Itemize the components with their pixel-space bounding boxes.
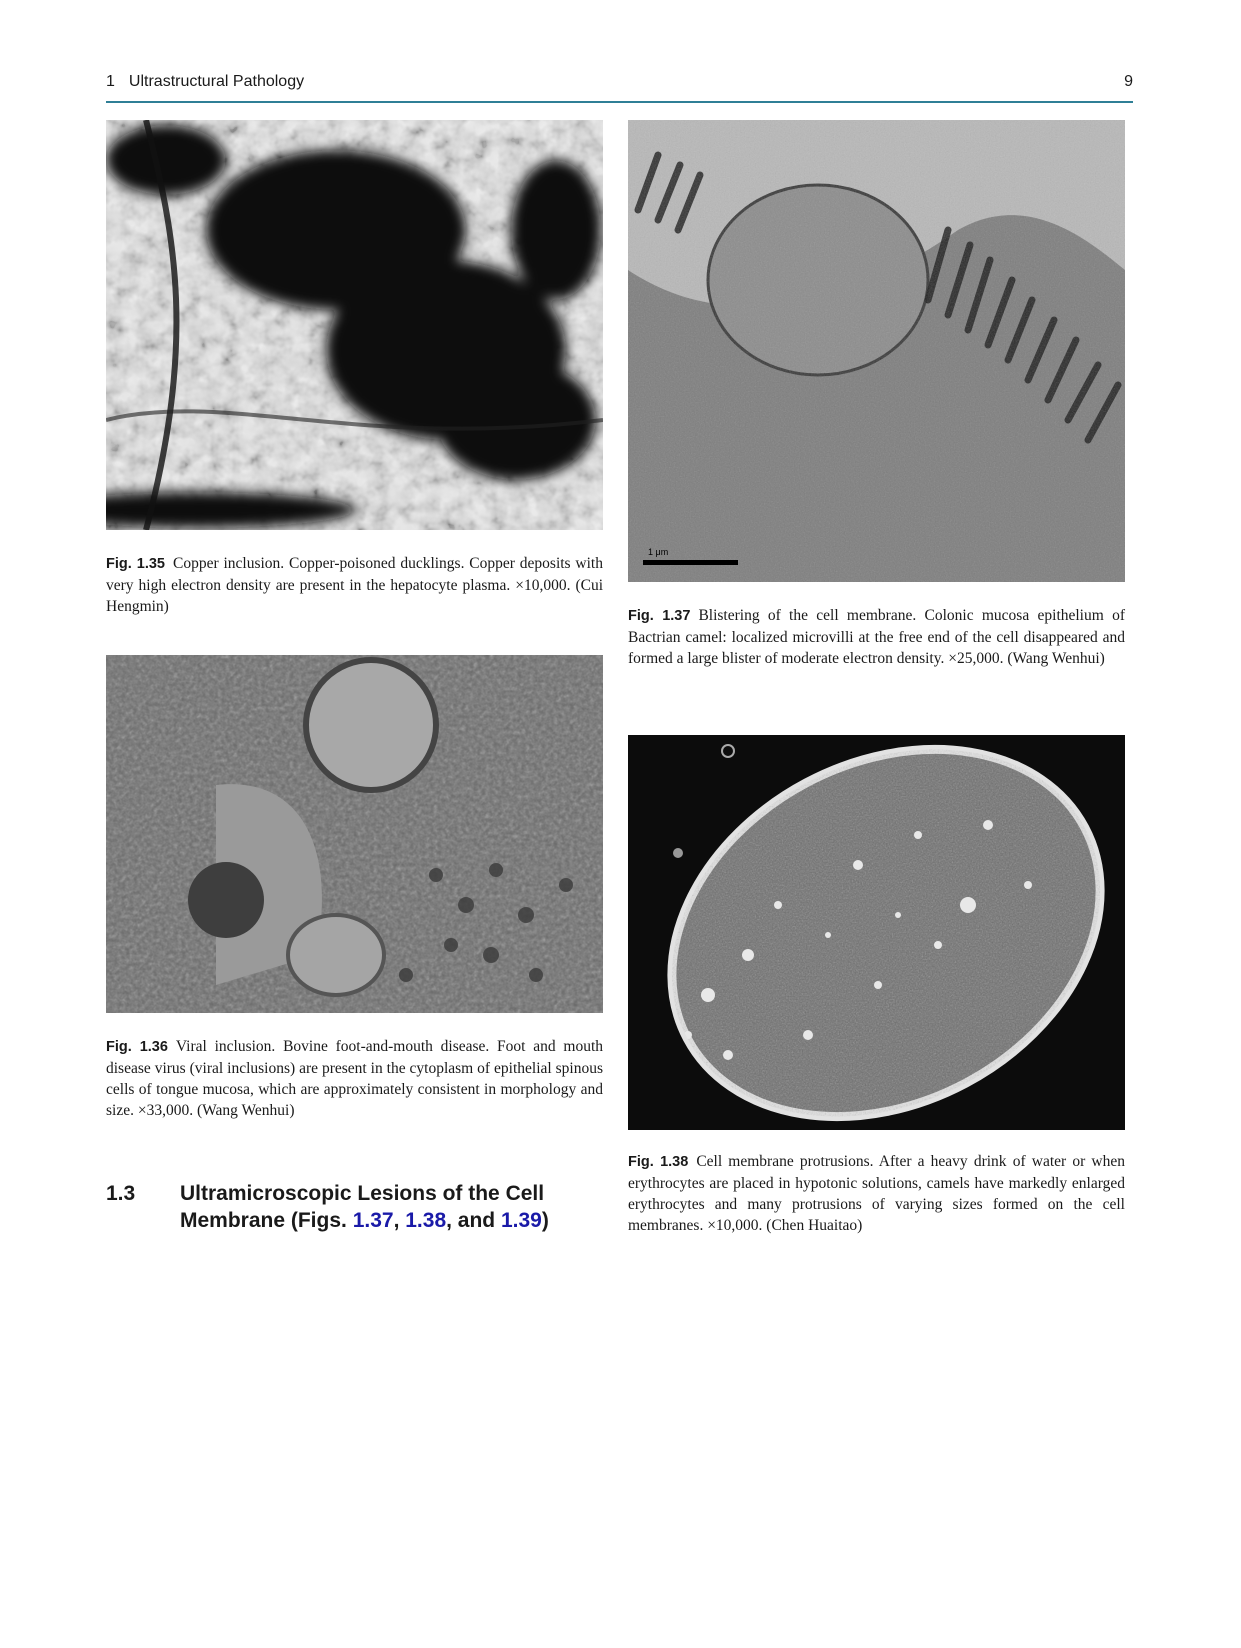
scale-bar-label: 1 μm [648,547,669,557]
section-number: 1.3 [106,1182,136,1205]
figure-label: Fig. 1.35 [106,556,165,572]
separator: , [393,1209,406,1232]
section-title-line1: Ultramicroscopic Lesions of the Cell [180,1182,545,1205]
figure-1-38-caption [628,1151,1125,1236]
figure-ref-1-38-link[interactable]: 1.38 [405,1209,447,1232]
figure-1-38-image [628,735,1125,1130]
caption-text: Copper inclusion. Copper-poisoned ducklings. Copper deposits with very high electron density are present in the hepatocyte plasma. ×10,000. (Cui Hengmin) [106,555,603,615]
figure-ref-1-37-link[interactable]: 1.37 [352,1209,394,1232]
figure-ref-1-39-link[interactable]: 1.39 [500,1209,542,1232]
figure-label: Fig. 1.37 [628,608,691,624]
chapter-number: 1 [106,73,115,90]
membrane-blister-micrograph [628,120,1125,582]
viral-inclusion-micrograph [106,655,603,1013]
figure-label: Fig. 1.38 [628,1154,689,1170]
figure-label: Fig. 1.36 [106,1039,168,1055]
figure-1-37-caption [628,605,1125,669]
section-title-pre: Membrane (Figs. [180,1209,353,1232]
caption-text: Blistering of the cell membrane. Colonic mucosa epithelium of Bactrian camel: localized microvilli at the free end of the cell disappeared and formed a large blister of moderate electron density. ×25,000. (Wang Wenhui) [628,607,1125,667]
section-title-post: ) [541,1209,549,1232]
running-header [106,71,1133,103]
caption-text: Viral inclusion. Bovine foot-and-mouth disease. Foot and mouth disease virus (viral inclusions) are present in the cytoplasm of epithelial spinous cells of tongue mucosa, which are approximately consistent in morphology and size. ×33,000. (Wang Wenhui) [106,1038,604,1119]
caption-text: Cell membrane protrusions. After a heavy drink of water or when erythrocytes are placed in hypotonic solutions, camels have markedly enlarged erythrocytes and many protrusions of varying sizes formed on the cell membranes. ×10,000. (Chen Huaitao) [628,1153,1125,1234]
figure-1-36-image [106,655,603,1013]
chapter-heading [106,73,304,91]
page-number: 9 [1124,73,1133,90]
figure-1-35-image [106,120,603,530]
figure-1-37-image [628,120,1125,582]
section-title [180,1180,600,1234]
figure-1-36-caption [106,1036,603,1121]
copper-inclusion-micrograph [106,120,603,530]
figure-1-35-caption [106,553,603,617]
chapter-title: Ultrastructural Pathology [128,73,305,90]
erythrocyte-protrusions-micrograph [628,735,1125,1130]
separator: , and [446,1209,501,1232]
